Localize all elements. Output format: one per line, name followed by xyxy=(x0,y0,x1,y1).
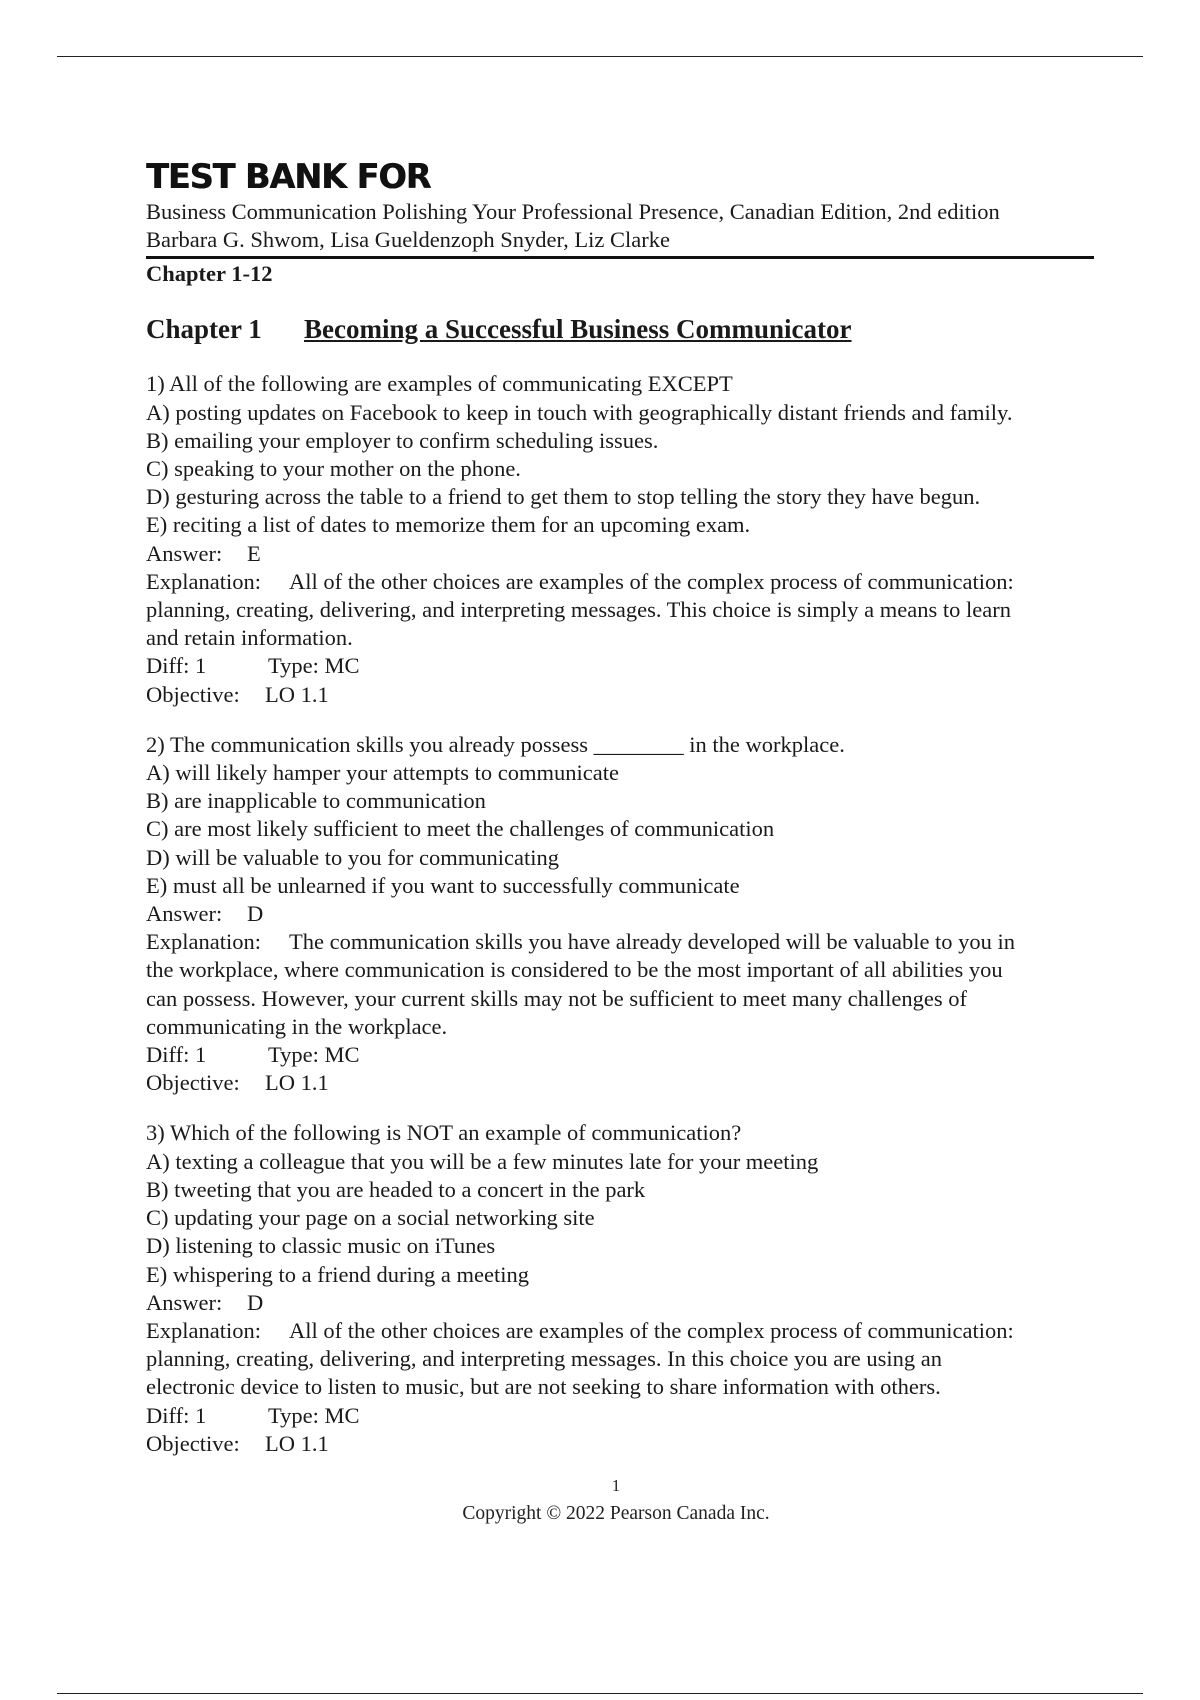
bottom-page-rule xyxy=(57,1693,1143,1694)
question-block xyxy=(146,731,1094,1098)
top-page-rule xyxy=(57,56,1143,57)
answer-option: C) updating your page on a social networking site xyxy=(146,1205,595,1231)
page-number: 1 xyxy=(611,1476,621,1495)
question-stem: 1) All of the following are examples of communicating EXCEPT xyxy=(146,371,733,397)
explanation-text: the workplace, where communication is considered to be the most important of all abilities you xyxy=(146,957,1003,983)
explanation-text: and retain information. xyxy=(146,625,353,651)
answer-label: Answer: xyxy=(146,1289,223,1315)
objective-value: LO 1.1 xyxy=(265,681,329,707)
difficulty-label: Diff: 1 xyxy=(146,1402,207,1428)
objective-value: LO 1.1 xyxy=(265,1430,329,1456)
answer-option: A) will likely hamper your attempts to communicate xyxy=(146,760,620,786)
chapter-heading xyxy=(146,312,1094,346)
explanation-label: Explanation: xyxy=(146,568,261,594)
authors-line: Barbara G. Shwom, Lisa Gueldenzoph Snyder, Liz Clarke xyxy=(146,227,670,253)
answer-option: B) tweeting that you are headed to a concert in the park xyxy=(146,1176,646,1202)
explanation-label: Explanation: xyxy=(146,929,261,955)
document-page xyxy=(146,156,1094,1458)
answer-line xyxy=(146,1289,1094,1317)
type-label: Type: MC xyxy=(268,653,360,679)
type-label: Type: MC xyxy=(268,1402,360,1428)
explanation-line xyxy=(146,568,1094,596)
answer-option: B) emailing your employer to confirm scheduling issues. xyxy=(146,427,659,453)
difficulty-label: Diff: 1 xyxy=(146,653,207,679)
answer-option: A) texting a colleague that you will be a few minutes late for your meeting xyxy=(146,1148,819,1174)
chapter-number: Chapter 1 xyxy=(146,314,262,345)
objective-label: Objective: xyxy=(146,681,240,707)
objective-label: Objective: xyxy=(146,1070,240,1096)
document-title: TEST BANK FOR xyxy=(146,157,431,197)
objective-value: LO 1.1 xyxy=(265,1070,329,1096)
chapters-range: Chapter 1-12 xyxy=(146,261,273,287)
diff-type-line xyxy=(146,1041,1094,1069)
question-stem: 3) Which of the following is NOT an example of communication? xyxy=(146,1120,742,1146)
answer-line xyxy=(146,540,1094,568)
diff-type-line xyxy=(146,652,1094,680)
objective-line xyxy=(146,1069,1094,1097)
objective-line xyxy=(146,1430,1094,1458)
question-block xyxy=(146,370,1094,708)
objective-line xyxy=(146,681,1094,709)
chapter-title: Becoming a Successful Business Communicator xyxy=(304,314,852,345)
answer-option: C) speaking to your mother on the phone. xyxy=(146,456,521,482)
explanation-text: planning, creating, delivering, and interpreting messages. In this choice you are using an xyxy=(146,1346,943,1372)
answer-option: E) whispering to a friend during a meeting xyxy=(146,1261,530,1287)
answer-option: E) reciting a list of dates to memorize them for an upcoming exam. xyxy=(146,512,751,538)
answer-value: E xyxy=(247,540,261,566)
explanation-text: electronic device to listen to music, but are not seeking to share information with others. xyxy=(146,1374,941,1400)
question-block xyxy=(146,1119,1094,1457)
question-stem: 2) The communication skills you already possess ________ in the workplace. xyxy=(146,731,845,757)
answer-option: A) posting updates on Facebook to keep in touch with geographically distant friends and family. xyxy=(146,399,1013,425)
answer-option: B) are inapplicable to communication xyxy=(146,788,486,814)
type-label: Type: MC xyxy=(268,1042,360,1068)
answer-value: D xyxy=(247,901,264,927)
answer-option: D) will be valuable to you for communicating xyxy=(146,844,560,870)
answer-line xyxy=(146,900,1094,928)
explanation-text: can possess. However, your current skills may not be sufficient to meet many challenges of xyxy=(146,985,967,1011)
explanation-text: communicating in the workplace. xyxy=(146,1013,448,1039)
answer-label: Answer: xyxy=(146,540,223,566)
answer-value: D xyxy=(247,1289,264,1315)
answer-option: C) are most likely sufficient to meet the challenges of communication xyxy=(146,816,775,842)
book-title-line: Business Communication Polishing Your Professional Presence, Canadian Edition, 2nd edition xyxy=(146,199,1000,224)
explanation-text: All of the other choices are examples of the complex process of communication: xyxy=(289,1317,1014,1343)
explanation-line xyxy=(146,1317,1094,1345)
answer-option: E) must all be unlearned if you want to successfully communicate xyxy=(146,872,740,898)
answer-option: D) listening to classic music on iTunes xyxy=(146,1233,496,1259)
explanation-text: planning, creating, delivering, and interpreting messages. This choice is simply a means to learn xyxy=(146,597,1011,623)
explanation-text: All of the other choices are examples of the complex process of communication: xyxy=(289,568,1014,594)
copyright-notice: Copyright © 2022 Pearson Canada Inc. xyxy=(462,1503,770,1524)
difficulty-label: Diff: 1 xyxy=(146,1042,207,1068)
answer-option: D) gesturing across the table to a friend to get them to stop telling the story they have begun. xyxy=(146,484,981,510)
diff-type-line xyxy=(146,1402,1094,1430)
explanation-line xyxy=(146,928,1094,956)
explanation-label: Explanation: xyxy=(146,1317,261,1343)
explanation-text: The communication skills you have already developed will be valuable to you in xyxy=(289,929,1016,955)
objective-label: Objective: xyxy=(146,1430,240,1456)
answer-label: Answer: xyxy=(146,901,223,927)
